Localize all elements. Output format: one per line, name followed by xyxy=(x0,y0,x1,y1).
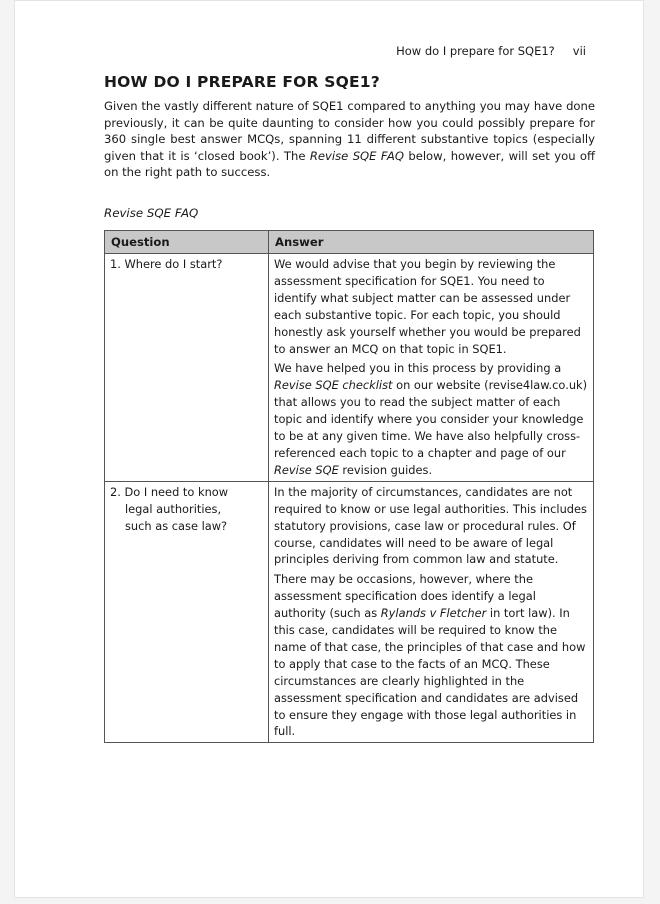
intro-tail: below, however, will set you off on the right path to success. xyxy=(104,148,596,180)
section-heading: HOW DO I PREPARE FOR SQE1? xyxy=(104,73,380,91)
question-cell xyxy=(105,254,269,482)
answer-paragraph: In the majority of circumstances, candidates are not required to know or use legal authorities. This includes statutory provisions, case law or procedural rules. Of course, candidates will need to be aware of legal principles deriving from common law and statute. xyxy=(274,484,587,567)
answer-text: revision guides. xyxy=(338,462,433,477)
page-number: vii xyxy=(572,44,586,58)
question-text: legal authorities, xyxy=(125,501,222,516)
running-head-title: How do I prepare for SQE1? xyxy=(396,44,555,58)
table-row xyxy=(105,254,594,482)
answer-text: There may be occasions, however, where the assessment specification does identify a legal authority (such as xyxy=(274,572,536,621)
faq-table xyxy=(104,230,594,743)
question-text: such as case law? xyxy=(125,518,228,533)
answer-cell xyxy=(269,481,594,743)
answer-cell xyxy=(269,254,594,482)
table-header-row xyxy=(105,231,594,254)
answer-text: on our website (revise4law.co.uk) that allows you to read the subject matter of each topic and identify where you consider your knowledge to be at any given time. We have also helpfully cross-referenced each topic to a chapter and page of our xyxy=(274,378,588,460)
intro-italic: Revise SQE FAQ xyxy=(309,148,404,163)
table-caption: Revise SQE FAQ xyxy=(104,206,199,220)
answer-paragraph: We would advise that you begin by reviewing the assessment specification for SQE1. You need to identify what subject matter can be assessed under each substantive topic. For each topic, you should honestly ask yourself whether you would be prepared to answer an MCQ on that topic in SQE1. xyxy=(274,257,581,356)
answer-header: Answer xyxy=(269,231,594,254)
intro-text: Given the vastly different nature of SQE1 compared to anything you may have done previously, it can be quite daunting to consider how you could possibly prepare for 360 single best answer MCQs, spanning 11 different substantive topics (especially given that it is ‘closed book’). The xyxy=(104,99,595,163)
answer-paragraph xyxy=(274,360,588,478)
answer-italic: Rylands v Fletcher xyxy=(380,606,487,621)
intro-paragraph xyxy=(104,98,595,181)
book-page xyxy=(14,0,644,898)
running-head xyxy=(396,44,586,58)
answer-paragraph xyxy=(274,571,588,740)
answer-italic: Revise SQE checklist xyxy=(274,378,393,393)
question-header: Question xyxy=(105,231,269,254)
answer-italic: Revise SQE xyxy=(274,462,339,477)
answer-text: in tort law). In this case, candidates will be required to know the name of that case, the principles of that case and how to apply that case to the facts of an MCQ. These circumstances are clearly highlighted in the assessment specification and candidates are advised to ensure they engage with those legal authorities in full. xyxy=(274,606,586,739)
question-cell xyxy=(105,481,269,743)
answer-text: We have helped you in this process by providing a xyxy=(274,361,562,376)
question-text: 2. Do I need to know xyxy=(110,484,229,499)
question-text: 1. Where do I start? xyxy=(110,257,223,271)
table-row xyxy=(105,481,594,743)
